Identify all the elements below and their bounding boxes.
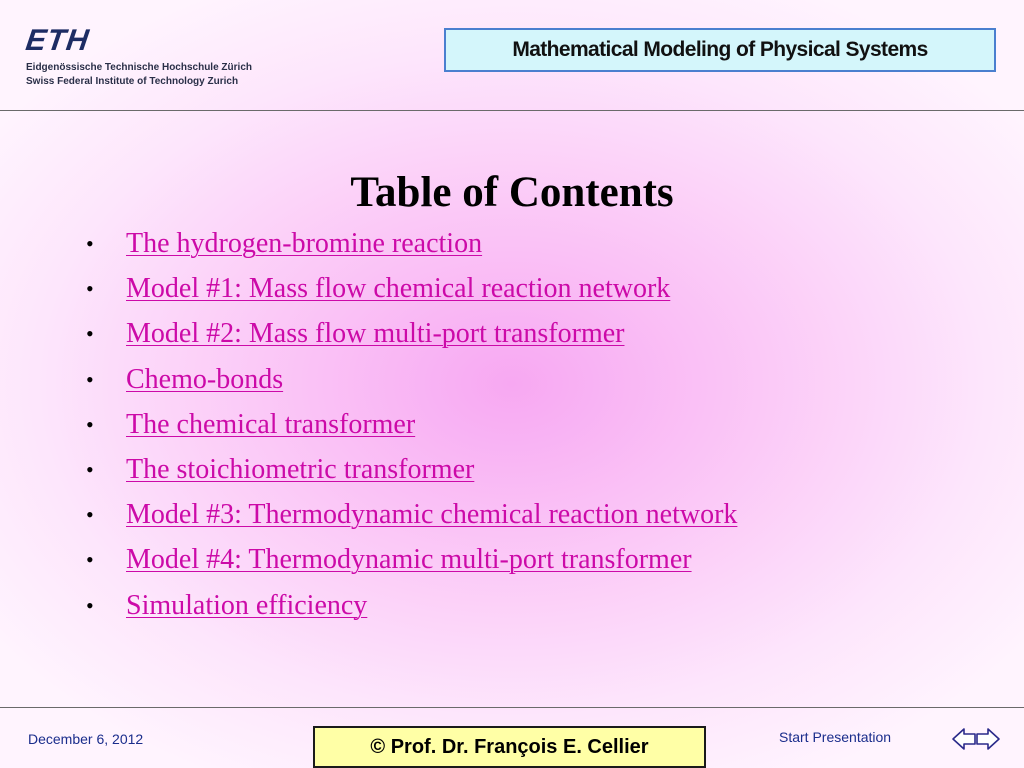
copyright-box [313,726,706,768]
page-title: Table of Contents [350,168,674,216]
bullet-icon: • [86,592,94,618]
start-presentation-link[interactable]: Start Presentation [779,729,892,745]
toc-item [86,447,737,492]
toc-item [86,402,737,447]
course-title: Mathematical Modeling of Physical Systems [512,38,928,61]
header-divider [0,110,1024,111]
footer-date: December 6, 2012 [28,731,144,747]
table-of-contents-list [86,221,737,628]
toc-link[interactable]: The hydrogen-bromine reaction [126,228,483,259]
bullet-icon: • [86,502,94,528]
bullet-icon: • [86,547,94,573]
toc-link[interactable]: Model #4: Thermodynamic multi-port transformer [126,544,692,576]
toc-item [86,583,737,628]
bullet-icon: • [86,456,94,482]
eth-logo-line-german: Eidgenössische Technische Hochschule Zürich [26,62,252,73]
eth-logo-mark: ETH [23,24,92,57]
right-arrow-icon[interactable] [977,729,999,749]
slide-header [0,0,1024,110]
toc-item [86,537,737,582]
toc-item [86,266,737,311]
eth-logo [23,24,266,89]
toc-item [86,221,737,266]
toc-link[interactable]: The chemical transformer [126,408,416,440]
course-title-box [444,28,996,72]
toc-item [86,492,737,537]
bullet-icon: • [86,366,94,392]
left-arrow-icon[interactable] [953,729,975,749]
toc-link[interactable]: Model #1: Mass flow chemical reaction network [126,273,671,305]
toc-link[interactable]: Chemo-bonds [126,363,284,395]
bullet-icon: • [86,321,94,347]
bullet-icon: • [86,276,94,302]
footer-divider [0,707,1024,708]
eth-logo-line-english: Swiss Federal Institute of Technology Zurich [26,76,239,87]
toc-link[interactable]: The stoichiometric transformer [126,453,475,485]
toc-item [86,357,737,402]
navigation-arrows [951,727,1001,751]
toc-link[interactable]: Model #2: Mass flow multi-port transformer [126,318,625,350]
toc-link[interactable]: Model #3: Thermodynamic chemical reaction network [126,499,738,531]
copyright-text: © Prof. Dr. François E. Cellier [370,735,649,758]
toc-link[interactable]: Simulation efficiency [126,589,368,621]
bullet-icon: • [86,411,94,437]
toc-item [86,311,737,356]
bullet-icon: • [86,231,94,256]
